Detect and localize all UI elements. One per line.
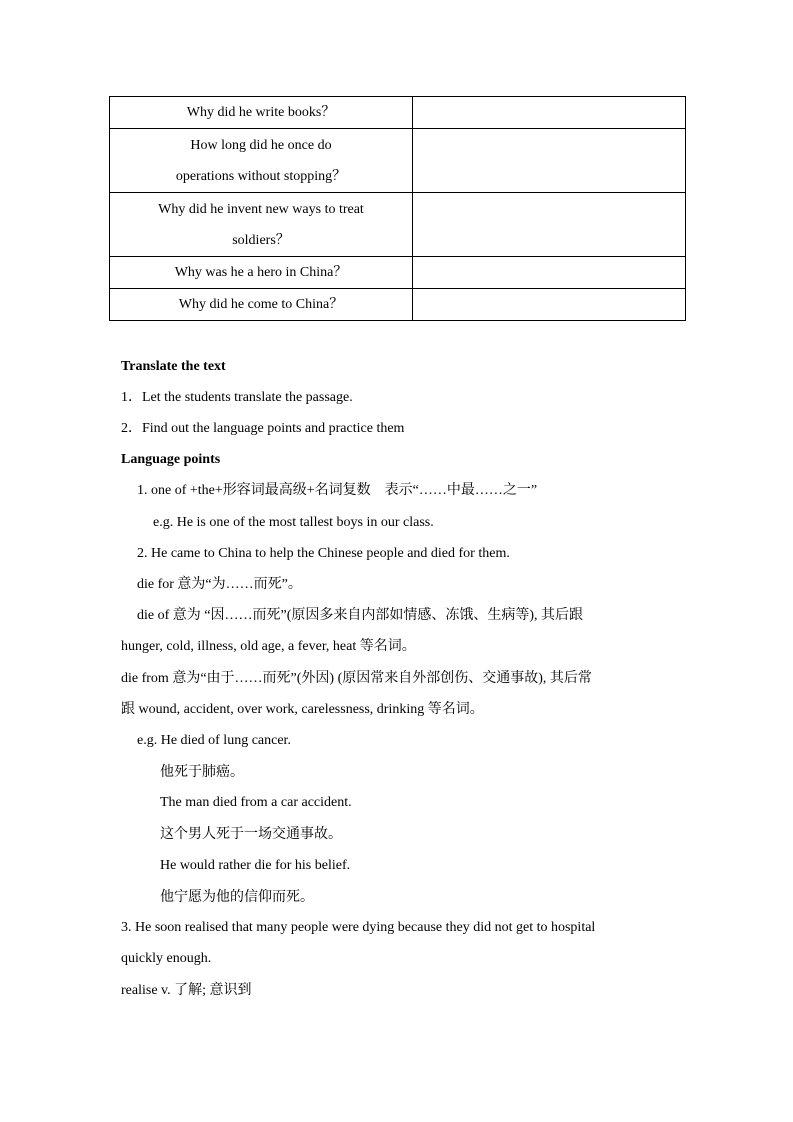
question-text: How long did he once do xyxy=(190,137,332,153)
die-for-note: die for 意为“为……而死”。 xyxy=(137,577,302,592)
die-from-note: die from 意为“由于……而死”(外因) (原因常来自外部创伤、交通事故), 其后常 xyxy=(121,671,592,686)
language-points-heading: Language points xyxy=(121,452,221,467)
realise-note: realise v. 了解; 意识到 xyxy=(121,983,252,998)
question-cell xyxy=(110,97,413,129)
question-text: operations without stopping？ xyxy=(175,168,347,184)
questions-table xyxy=(109,96,686,321)
question-text: Why was he a hero in China？ xyxy=(174,265,348,280)
example-2-translation: 这个男人死于一场交通事故。 xyxy=(160,826,342,842)
answer-cell xyxy=(413,289,686,321)
example-2: The man died from a car accident. xyxy=(160,795,352,810)
question-text: soldiers？ xyxy=(232,232,290,248)
question-text: Why did he write books？ xyxy=(186,105,336,120)
language-point-1-example: e.g. He is one of the most tallest boys in our class. xyxy=(153,515,434,530)
die-from-note-continued: 跟 wound, accident, over work, carelessness, drinking 等名词。 xyxy=(121,702,484,717)
answer-cell xyxy=(413,193,686,257)
example-3-translation: 他宁愿为他的信仰而死。 xyxy=(160,889,314,905)
answer-cell xyxy=(413,97,686,129)
question-cell xyxy=(110,129,413,193)
translate-heading: Translate the text xyxy=(121,359,226,374)
question-cell xyxy=(110,289,413,321)
table-row xyxy=(110,193,686,257)
answer-cell xyxy=(413,257,686,289)
language-point-2: 2. He came to China to help the Chinese people and died for them. xyxy=(137,546,510,561)
question-cell xyxy=(110,193,413,257)
table-row xyxy=(110,97,686,129)
translate-item-2: 2．Find out the language points and practice them xyxy=(121,421,405,436)
language-point-1: 1. one of +the+形容词最高级+名词复数 表示“……中最……之一” xyxy=(137,483,538,498)
example-1-translation: 他死于肺癌。 xyxy=(160,764,244,780)
language-point-3-continued: quickly enough. xyxy=(121,951,212,966)
table-row xyxy=(110,289,686,321)
table-row xyxy=(110,129,686,193)
question-text: Why did he come to China？ xyxy=(178,297,344,312)
die-of-note-continued: hunger, cold, illness, old age, a fever, heat 等名词。 xyxy=(121,639,416,654)
question-text: Why did he invent new ways to treat xyxy=(158,201,364,217)
answer-cell xyxy=(413,129,686,193)
table-row xyxy=(110,257,686,289)
die-of-note: die of 意为 “因……而死”(原因多来自内部如情感、冻饿、生病等), 其后跟 xyxy=(137,608,584,623)
translate-item-1: 1．Let the students translate the passage. xyxy=(121,390,353,405)
example-1: e.g. He died of lung cancer. xyxy=(137,733,291,748)
question-cell xyxy=(110,257,413,289)
example-3: He would rather die for his belief. xyxy=(160,858,351,873)
language-point-3: 3. He soon realised that many people were dying because they did not get to hospital xyxy=(121,920,596,935)
